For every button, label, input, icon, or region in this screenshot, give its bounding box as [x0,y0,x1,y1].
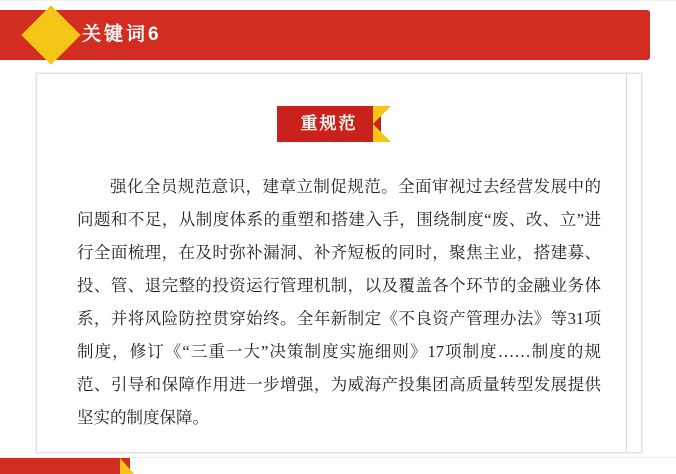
card-vertical-rule [626,74,627,452]
body-paragraph: 强化全员规范意识，建章立制促规范。全面审视过去经营发展中的问题和不足，从制度体系的重塑和搭建入手，围绕制度“废、改、立”进行全面梳理，在及时弥补漏洞、补齐短板的同时，聚焦主业，搭建募、投、管、退完整的投资运行管理机制，以及覆盖各个环节的金融业务体系，并将风险防控贯穿始终。全年新制定《不良资产管理办法》等31项制度，修订《“三重一大”决策制度实施细则》17项制度……制度的规范、引导和保障作用进一步增强，为威海产投集团高质量转型发展提供坚实的制度保障。 [77,177,601,427]
banner-right-notch-icon [648,10,676,60]
section-heading-text: 重规范 [300,114,358,133]
top-edge-divider [0,0,676,1]
content-card [36,73,642,453]
banner-title: 关键词6 [82,24,162,45]
section-heading-ribbon [277,106,409,142]
keyword-banner [0,10,676,60]
content-card-inner [37,74,641,452]
bottom-stripe-red-block [0,458,130,474]
bottom-stripe-yellow-arrow-icon [120,458,134,474]
bottom-decorative-stripe [0,458,676,474]
